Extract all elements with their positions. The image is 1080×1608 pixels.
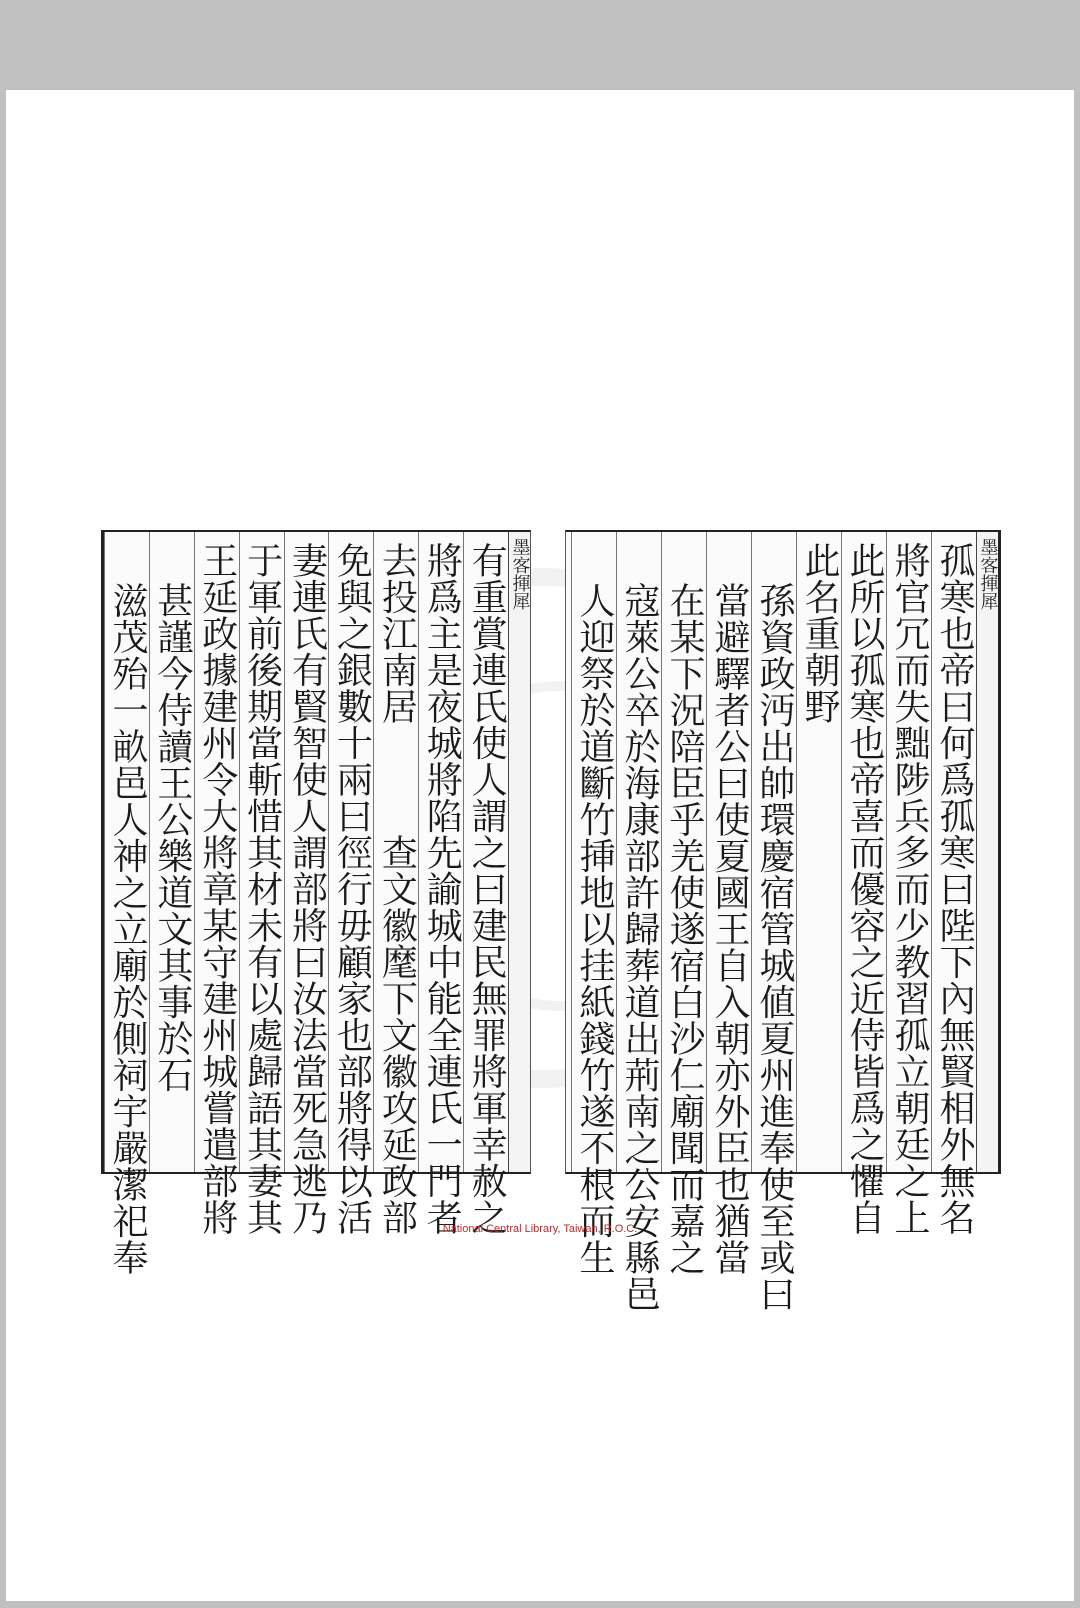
- right-margin-title: 墨客揮犀: [977, 538, 999, 610]
- left-page: [101, 530, 531, 1276]
- library-credit: National Central Library, Taiwan, R.O.C.: [442, 1223, 638, 1235]
- text-column: 將官冗而失黜陟兵多而少教習孤立朝廷之上: [886, 532, 931, 1172]
- text-column: 將爲主是夜城將陷先諭城中能全連氏一門者: [418, 532, 463, 1172]
- text-column: 王延政據建州令大將章某守建州城嘗遣部將: [194, 532, 239, 1172]
- text-column: 孫資政沔出帥環慶宿管城値夏州進奉使至或曰: [751, 532, 796, 1172]
- text-column: 甚謹今侍讀王公樂道文其事於石: [149, 532, 194, 1172]
- left-page-columns: [104, 532, 531, 1276]
- text-column: 于軍前後期當斬惜其材未有以處歸語其妻其: [239, 532, 284, 1172]
- text-column: 寇萊公卒於海康部許歸葬道出荊南之公安縣邑: [616, 532, 661, 1172]
- text-column: 此所以孤寒也帝喜而優容之近侍皆爲之懼自: [841, 532, 886, 1172]
- text-column: 去投江南居 查文徽麾下文徽攻延政部: [373, 532, 418, 1172]
- text-column: 妻連氏有賢智使人謂部將曰汝法當死急逃乃: [284, 532, 329, 1172]
- text-column: 人迎祭於道斷竹挿地以挂紙錢竹遂不根而生: [571, 532, 616, 1172]
- text-column: 有重賞連氏使人謂之曰建民無罪將軍幸赦之: [463, 532, 508, 1172]
- right-page-columns: [566, 532, 999, 1312]
- right-page-margin: [976, 532, 998, 1172]
- text-column: 孤寒也帝曰何爲孤寒曰陛下內無賢相外無名: [931, 532, 976, 1172]
- text-column: 免與之銀數十兩曰徑行毋顧家也部將得以活: [328, 532, 373, 1172]
- text-column: 當避驛者公曰使夏國王自入朝亦外臣也猶當: [706, 532, 751, 1172]
- text-column: 滋茂殆一畝邑人神之立廟於側祠宇嚴潔祀奉: [104, 532, 149, 1172]
- left-margin-title: 墨客揮犀: [509, 538, 531, 610]
- text-column: 在某下況陪臣乎羌使遂宿白沙仁廟聞而嘉之: [661, 532, 706, 1172]
- viewer-top-bar: [0, 0, 1080, 90]
- left-page-margin: [508, 532, 530, 1172]
- right-page: [565, 530, 1001, 1312]
- text-column: 此名重朝野: [796, 532, 841, 1172]
